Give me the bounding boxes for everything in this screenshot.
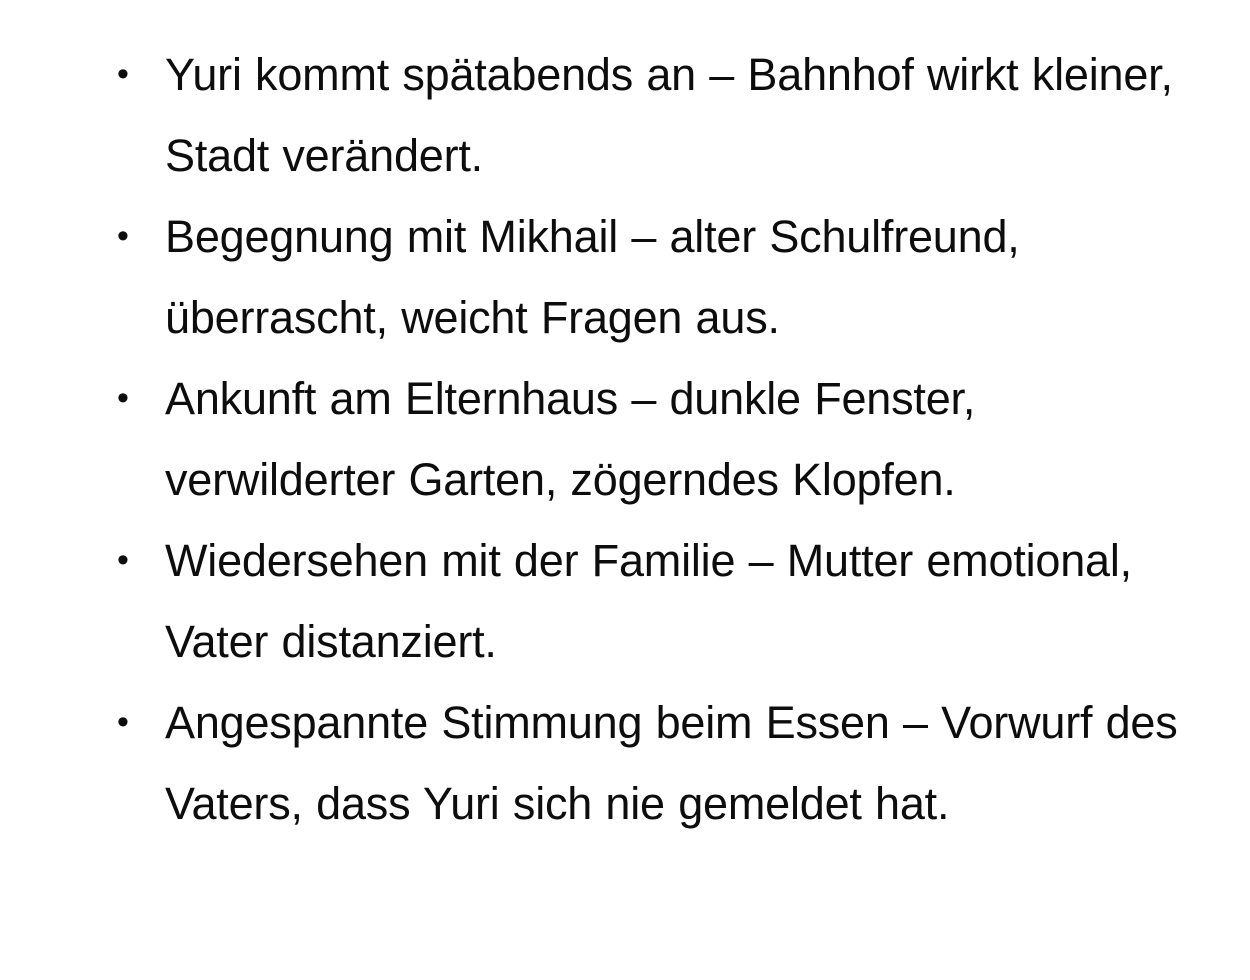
list-item-text: Ankunft am Elternhaus – dunkle Fenster, verwilderter Garten, zögerndes Klopfen. (165, 373, 976, 505)
list-item-text: Begegnung mit Mikhail – alter Schulfreund, überrascht, weicht Fragen aus. (165, 211, 1020, 343)
list-item (60, 358, 1190, 520)
list-item (60, 34, 1190, 196)
list-item-text: Wiedersehen mit der Familie – Mutter emotional, Vater distanziert. (165, 535, 1132, 667)
bullet-list (60, 34, 1190, 844)
list-item (60, 196, 1190, 358)
list-item (60, 682, 1190, 844)
list-item (60, 520, 1190, 682)
list-item-text: Yuri kommt spätabends an – Bahnhof wirkt kleiner, Stadt verändert. (165, 49, 1173, 181)
list-item-text: Angespannte Stimmung beim Essen – Vorwurf des Vaters, dass Yuri sich nie gemeldet hat. (165, 697, 1178, 829)
